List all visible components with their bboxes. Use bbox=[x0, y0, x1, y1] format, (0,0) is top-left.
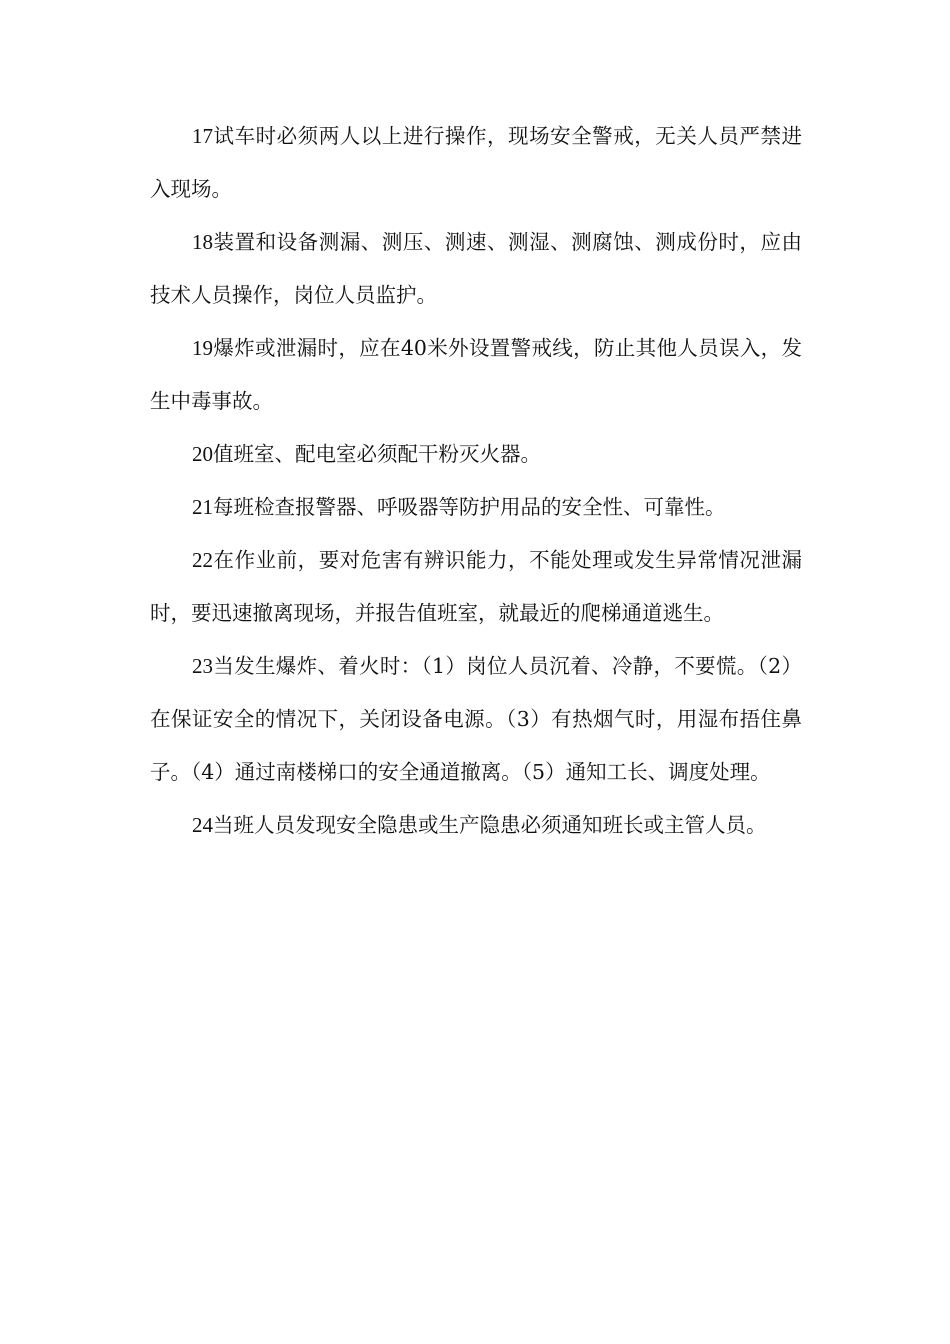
rule-text: 爆炸或泄漏时，应在40米外设置警戒线，防止其他人员误入，发生中毒事故。 bbox=[150, 336, 802, 413]
rule-number: 22 bbox=[192, 548, 213, 572]
rule-text: 值班室、配电室必须配干粉灭火器。 bbox=[213, 442, 541, 466]
rule-number: 21 bbox=[192, 495, 213, 519]
rule-number: 20 bbox=[192, 442, 213, 466]
safety-rule-22 bbox=[150, 534, 802, 640]
rule-text: 当发生爆炸、着火时：（1）岗位人员沉着、冷静，不要慌。（2）在保证安全的情况下，关闭设备电源。（3）有热烟气时，用湿布捂住鼻子。（4）通过南楼梯口的安全通道撤离。（5）通知工长、调度处理。 bbox=[150, 654, 802, 784]
rule-text: 当班人员发现安全隐患或生产隐患必须通知班长或主管人员。 bbox=[213, 813, 767, 837]
safety-rule-19 bbox=[150, 322, 802, 428]
document-body bbox=[150, 110, 802, 852]
safety-rule-21 bbox=[150, 481, 802, 534]
rule-number: 18 bbox=[192, 230, 213, 254]
safety-rule-17 bbox=[150, 110, 802, 216]
safety-rule-18 bbox=[150, 216, 802, 322]
safety-rule-24 bbox=[150, 799, 802, 852]
rule-number: 23 bbox=[192, 654, 213, 678]
rule-text: 装置和设备测漏、测压、测速、测湿、测腐蚀、测成份时，应由技术人员操作，岗位人员监护。 bbox=[150, 230, 802, 307]
rule-number: 17 bbox=[192, 124, 213, 148]
rule-text: 试车时必须两人以上进行操作，现场安全警戒，无关人员严禁进入现场。 bbox=[150, 124, 802, 201]
rule-number: 19 bbox=[192, 336, 213, 360]
rule-text: 在作业前，要对危害有辨识能力，不能处理或发生异常情况泄漏时，要迅速撤离现场，并报告值班室，就最近的爬梯通道逃生。 bbox=[150, 548, 802, 625]
rule-text: 每班检查报警器、呼吸器等防护用品的安全性、可靠性。 bbox=[213, 495, 726, 519]
rule-number: 24 bbox=[192, 813, 213, 837]
safety-rule-23 bbox=[150, 640, 802, 799]
safety-rule-20 bbox=[150, 428, 802, 481]
